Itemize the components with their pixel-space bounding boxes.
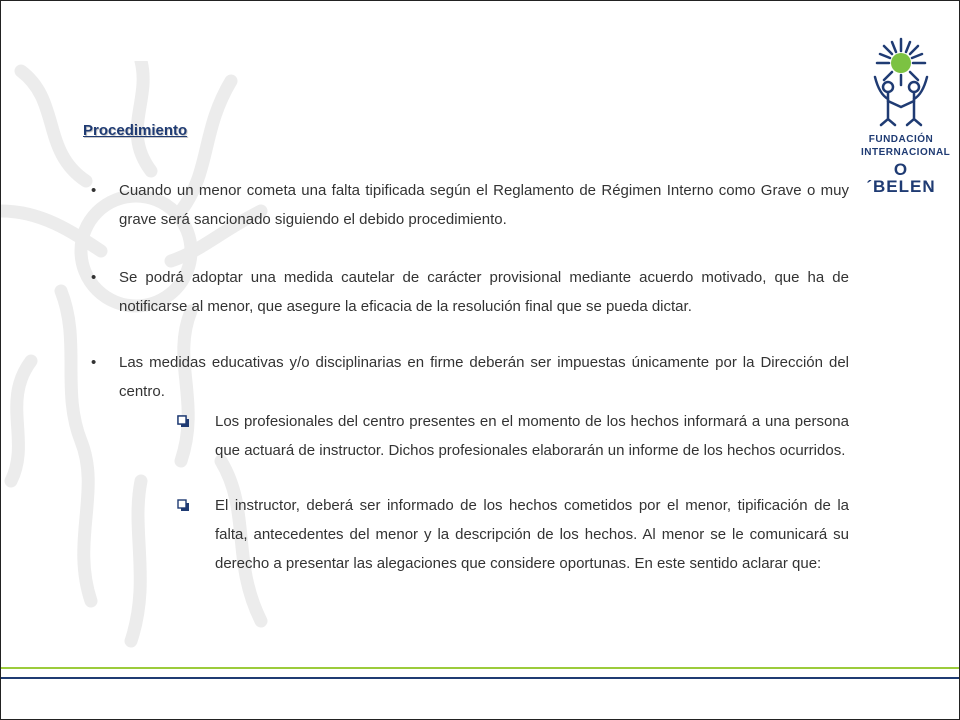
bullet-item bbox=[83, 263, 849, 321]
bullet-text: Cuando un menor cometa una falta tipificada según el Reglamento de Régimen Interno como Grave o muy grave será sancionado siguiendo el debido procedimiento. bbox=[119, 182, 849, 228]
logo-line-internacional: INTERNACIONAL bbox=[861, 147, 951, 158]
logo-line-obelen: O´BELEN bbox=[866, 160, 936, 196]
bullet-marker: • bbox=[91, 269, 97, 286]
fundacion-logo bbox=[861, 37, 951, 196]
footer-rule-blue bbox=[1, 677, 959, 679]
sub-bullet-item bbox=[177, 491, 849, 578]
logo-line-fundacion: FUNDACIÓN bbox=[868, 134, 934, 145]
bullet-text: Las medidas educativas y/o disciplinarias en firme deberán ser impuestas únicamente por la Dirección del centro. bbox=[119, 354, 849, 400]
sub-bullet-text: Los profesionales del centro presentes en el momento de los hechos informará a una persona que actuará de instructor. Dichos profesionales elaborarán un informe de los hechos ocurridos. bbox=[215, 413, 849, 459]
checkbox-icon bbox=[177, 499, 189, 511]
bullet-text: Se podrá adoptar una medida cautelar de carácter provisional mediante acuerdo motivado, que ha de notificarse al menor, que asegure la eficacia de la resolución final que se pueda dictar. bbox=[119, 269, 849, 315]
bullet-marker: • bbox=[91, 182, 97, 199]
footer-rule-green bbox=[1, 667, 959, 669]
section-title: Procedimiento bbox=[83, 122, 188, 139]
bullet-item bbox=[83, 176, 849, 234]
bullet-marker: • bbox=[91, 354, 97, 371]
checkbox-icon bbox=[177, 415, 189, 427]
sub-bullet-text: El instructor, deberá ser informado de los hechos cometidos por el menor, tipificación de la falta, antecedentes del menor y la descripción de los hechos. Al menor se le comunicará su derecho a presentar las alegaciones que considere oportunas. En este sentido aclarar que: bbox=[215, 497, 849, 572]
sub-bullet-item bbox=[177, 407, 849, 465]
sun-figures-emblem-icon bbox=[861, 37, 941, 129]
bullet-item bbox=[83, 348, 849, 406]
